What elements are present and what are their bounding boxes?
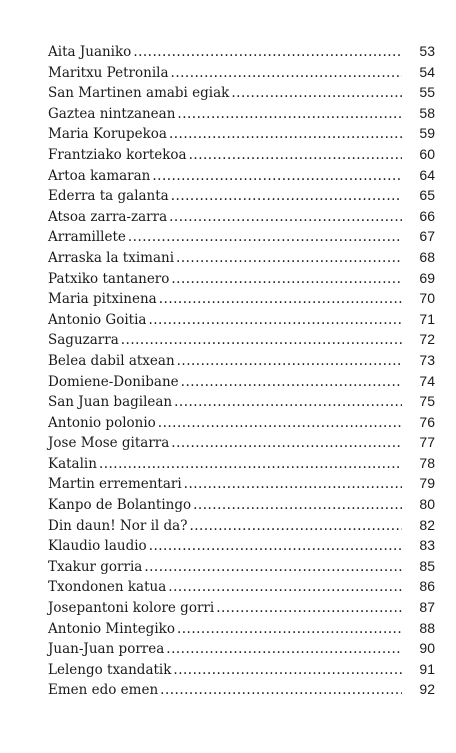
dot-leader xyxy=(177,351,402,372)
entry-page-number: 74 xyxy=(419,372,435,389)
entry-title: Maria Korupekoa xyxy=(48,126,167,143)
entry-title: Antonio Goitia xyxy=(48,311,147,328)
entry-title: Frantziako kortekoa xyxy=(48,146,187,163)
entry-title: Aita Juaniko xyxy=(48,44,132,60)
toc-entry xyxy=(48,41,435,62)
entry-page-number: 80 xyxy=(419,496,435,513)
toc-entry xyxy=(48,556,435,577)
dot-leader xyxy=(158,413,402,434)
entry-title: Emen edo emen xyxy=(48,682,159,699)
dot-leader xyxy=(193,495,402,516)
entry-title: San Juan bagilean xyxy=(48,394,173,411)
dot-leader xyxy=(181,372,402,393)
entry-title: Arraska la tximani xyxy=(48,249,175,266)
dot-leader xyxy=(168,577,402,598)
dot-leader xyxy=(171,269,402,290)
toc-entry xyxy=(48,103,435,124)
dot-leader xyxy=(189,516,402,537)
entry-page-number: 72 xyxy=(419,331,435,348)
entry-title: San Martinen amabi egiak xyxy=(48,85,230,102)
entry-title: Katalin xyxy=(48,455,97,472)
dot-leader xyxy=(128,227,402,248)
entry-page-number: 90 xyxy=(419,640,435,657)
toc-entry xyxy=(48,309,435,330)
entry-title: Martin errementari xyxy=(48,476,182,493)
dot-leader xyxy=(144,557,402,578)
entry-page-number: 64 xyxy=(419,166,435,183)
toc-entry xyxy=(48,165,435,186)
entry-page-number: 55 xyxy=(419,84,435,101)
toc-entry xyxy=(48,453,435,474)
entry-page-number: 83 xyxy=(419,537,435,554)
toc-entry xyxy=(48,432,435,453)
entry-title: Ederra ta galanta xyxy=(48,188,169,205)
dot-leader xyxy=(171,186,402,207)
entry-page-number: 91 xyxy=(419,660,435,677)
toc-entry xyxy=(48,535,435,556)
entry-page-number: 76 xyxy=(419,413,435,430)
entry-page-number: 77 xyxy=(419,434,435,451)
entry-page-number: 75 xyxy=(419,393,435,410)
entry-page-number: 67 xyxy=(419,228,435,245)
dot-leader xyxy=(174,392,402,413)
entry-page-number: 88 xyxy=(419,619,435,636)
entry-title: Kanpo de Bolantingo xyxy=(48,497,192,514)
toc-entry xyxy=(48,329,435,350)
toc-entry xyxy=(48,391,435,412)
dot-leader xyxy=(148,310,402,331)
entry-page-number: 92 xyxy=(419,681,435,698)
entry-title: Josepantoni kolore gorri xyxy=(48,600,215,617)
entry-page-number: 82 xyxy=(419,516,435,533)
toc-entry xyxy=(48,123,435,144)
entry-page-number: 86 xyxy=(419,578,435,595)
toc-entry xyxy=(48,62,435,83)
dot-leader xyxy=(152,166,402,187)
toc-entry xyxy=(48,206,435,227)
entry-page-number: 87 xyxy=(419,599,435,616)
toc-entry xyxy=(48,473,435,494)
dot-leader xyxy=(166,639,402,660)
entry-page-number: 65 xyxy=(419,187,435,204)
dot-leader xyxy=(160,680,402,701)
entry-page-number: 78 xyxy=(419,454,435,471)
entry-title: Artoa kamaran xyxy=(48,167,151,184)
entry-title: Txondonen katua xyxy=(48,579,167,596)
toc-entry xyxy=(48,268,435,289)
dot-leader xyxy=(159,289,402,310)
entry-page-number: 53 xyxy=(419,43,435,59)
dot-leader xyxy=(171,63,402,84)
entry-page-number: 73 xyxy=(419,351,435,368)
dot-leader xyxy=(169,207,402,228)
dot-leader xyxy=(184,474,402,495)
toc-entry xyxy=(48,144,435,165)
toc-entry xyxy=(48,288,435,309)
dot-leader xyxy=(176,248,402,269)
entry-title: Juan-Juan porrea xyxy=(48,641,165,658)
entry-page-number: 60 xyxy=(419,145,435,162)
entry-title: Lelengo txandatik xyxy=(48,661,172,678)
toc-entry xyxy=(48,638,435,659)
entry-title: Atsoa zarra-zarra xyxy=(48,208,168,225)
dot-leader xyxy=(121,330,402,351)
toc-entry xyxy=(48,412,435,433)
entry-page-number: 70 xyxy=(419,290,435,307)
entry-title: Belea dabil atxean xyxy=(48,352,175,369)
entry-title: Jose Mose gitarra xyxy=(48,435,170,452)
dot-leader xyxy=(189,145,402,166)
entry-page-number: 54 xyxy=(419,63,435,80)
entry-title: Saguzarra xyxy=(48,332,119,349)
toc-entry xyxy=(48,679,435,700)
toc-entry xyxy=(48,597,435,618)
entry-title: Klaudio laudio xyxy=(48,538,147,555)
entry-title: Antonio polonio xyxy=(48,414,156,431)
dot-leader xyxy=(99,454,402,475)
dot-leader xyxy=(216,598,402,619)
entry-page-number: 79 xyxy=(419,475,435,492)
toc-entry xyxy=(48,576,435,597)
dot-leader xyxy=(177,619,402,640)
toc-entry xyxy=(48,350,435,371)
toc-entry xyxy=(48,494,435,515)
toc-entry xyxy=(48,371,435,392)
toc-entry xyxy=(48,659,435,680)
entry-title: Arramillete xyxy=(48,229,126,246)
toc-entry xyxy=(48,515,435,536)
entry-title: Gaztea nintzanean xyxy=(48,105,176,122)
toc-entry xyxy=(48,226,435,247)
toc-entry xyxy=(48,185,435,206)
entry-page-number: 59 xyxy=(419,125,435,142)
table-of-contents xyxy=(48,41,435,700)
dot-leader xyxy=(171,433,402,454)
dot-leader xyxy=(149,536,402,557)
dot-leader xyxy=(133,42,402,63)
dot-leader xyxy=(231,83,402,104)
entry-page-number: 71 xyxy=(419,310,435,327)
entry-title: Maria pitxinena xyxy=(48,291,157,308)
entry-title: Patxiko tantanero xyxy=(48,270,170,287)
toc-entry xyxy=(48,247,435,268)
entry-page-number: 69 xyxy=(419,269,435,286)
dot-leader xyxy=(169,124,402,145)
entry-title: Maritxu Petronila xyxy=(48,64,169,81)
entry-page-number: 66 xyxy=(419,207,435,224)
entry-title: Txakur gorria xyxy=(48,558,143,575)
entry-title: Domiene-Donibane xyxy=(48,373,179,390)
entry-page-number: 68 xyxy=(419,248,435,265)
toc-entry xyxy=(48,82,435,103)
dot-leader xyxy=(177,104,402,125)
entry-page-number: 85 xyxy=(419,557,435,574)
entry-page-number: 58 xyxy=(419,104,435,121)
dot-leader xyxy=(173,660,402,681)
entry-title: Antonio Mintegiko xyxy=(48,620,175,637)
toc-entry xyxy=(48,618,435,639)
entry-title: Din daun! Nor il da? xyxy=(48,517,188,534)
